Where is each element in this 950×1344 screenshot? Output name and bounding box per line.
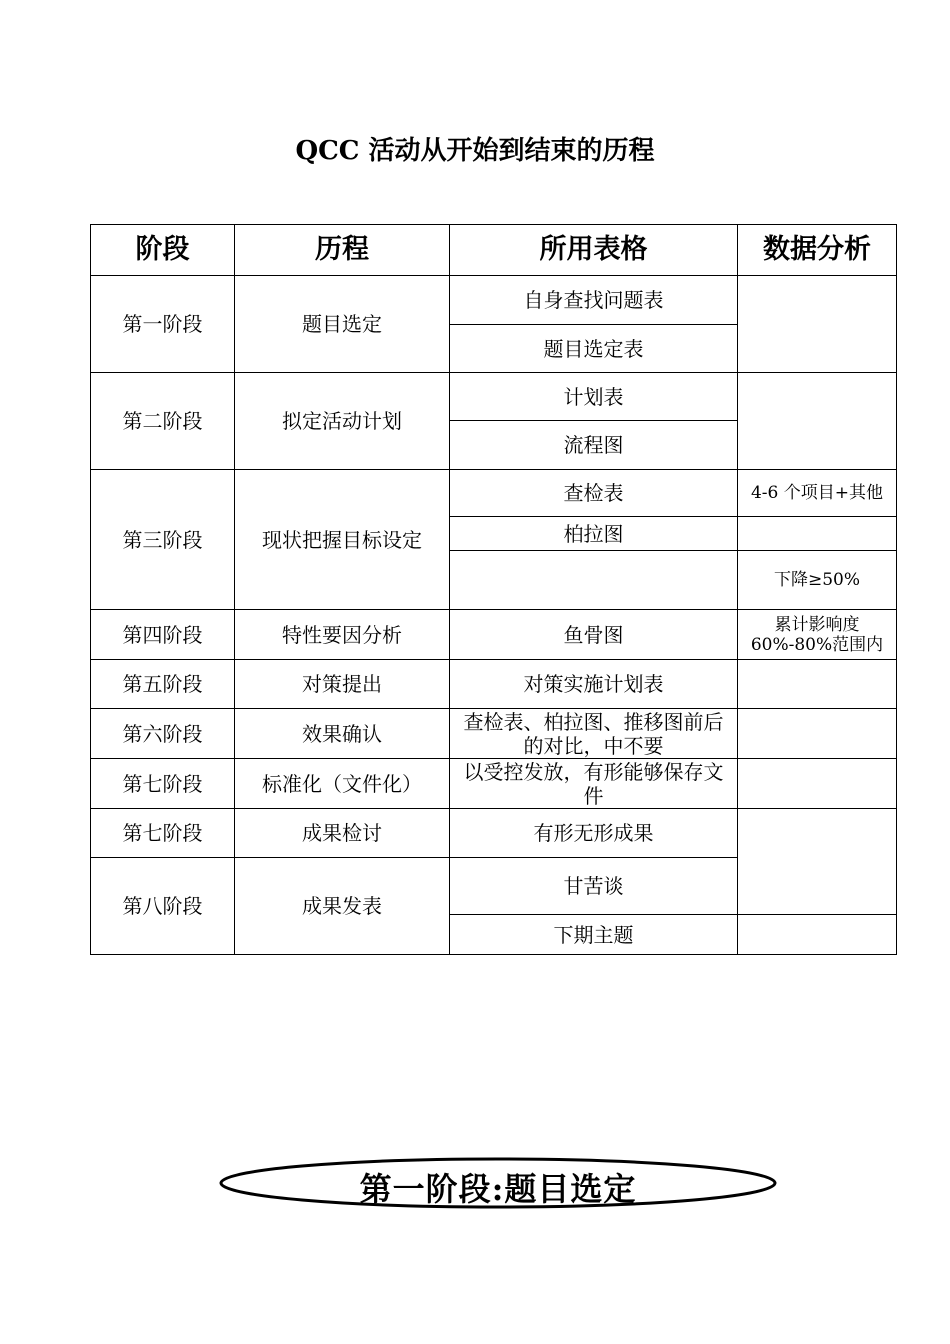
form-cell: 自身查找问题表 — [450, 276, 738, 325]
form-cell: 题目选定表 — [450, 325, 738, 373]
table-header-row — [91, 225, 897, 276]
header-analysis: 数据分析 — [738, 225, 897, 276]
form-cell: 查检表、柏拉图、推移图前后的对比，中不要 — [450, 709, 738, 759]
analysis-cell — [738, 660, 897, 709]
process-cell: 题目选定 — [235, 276, 450, 373]
process-cell: 成果发表 — [235, 858, 450, 955]
stage-cell: 第七阶段 — [91, 809, 235, 858]
header-stage: 阶段 — [91, 225, 235, 276]
form-cell: 甘苦谈 — [450, 858, 738, 915]
table-row — [91, 809, 897, 858]
process-cell: 现状把握目标设定 — [235, 470, 450, 610]
stage-cell: 第七阶段 — [91, 759, 235, 809]
table-row — [91, 470, 897, 517]
analysis-cell — [738, 915, 897, 955]
form-cell: 柏拉图 — [450, 517, 738, 551]
stage-banner — [218, 1156, 778, 1210]
stage-cell: 第二阶段 — [91, 373, 235, 470]
table-row — [91, 660, 897, 709]
analysis-cell — [738, 610, 897, 660]
process-cell: 对策提出 — [235, 660, 450, 709]
analysis-cell: 4-6 个项目+其他 — [738, 470, 897, 517]
form-cell — [450, 551, 738, 610]
table-row — [91, 759, 897, 809]
form-cell: 以受控发放，有形能够保存文件 — [450, 759, 738, 809]
stage-cell: 第八阶段 — [91, 858, 235, 955]
analysis-cell: 下降≥50% — [738, 551, 897, 610]
header-process: 历程 — [235, 225, 450, 276]
form-cell: 查检表 — [450, 470, 738, 517]
analysis-cell — [738, 759, 897, 809]
form-cell: 有形无形成果 — [450, 809, 738, 858]
analysis-cell — [738, 517, 897, 551]
stage-cell: 第五阶段 — [91, 660, 235, 709]
page-title: QCC 活动从开始到结束的历程 — [295, 136, 655, 166]
process-cell: 成果检讨 — [235, 809, 450, 858]
table-row — [91, 610, 897, 660]
header-forms: 所用表格 — [450, 225, 738, 276]
table-row — [91, 373, 897, 421]
analysis-line: 60%-80%范围内 — [750, 634, 884, 655]
form-cell: 对策实施计划表 — [450, 660, 738, 709]
banner-title: 第一阶段:题目选定 — [359, 1170, 637, 1208]
form-cell: 计划表 — [450, 373, 738, 421]
form-cell: 下期主题 — [450, 915, 738, 955]
stage-cell: 第一阶段 — [91, 276, 235, 373]
analysis-cell — [738, 373, 897, 470]
process-cell: 效果确认 — [235, 709, 450, 759]
analysis-cell — [738, 276, 897, 373]
form-cell: 鱼骨图 — [450, 610, 738, 660]
stage-cell: 第三阶段 — [91, 470, 235, 610]
stage-cell: 第四阶段 — [91, 610, 235, 660]
analysis-line: 累计影响度 — [774, 614, 860, 635]
qcc-process-table — [90, 224, 897, 955]
analysis-cell — [738, 709, 897, 759]
stage-cell: 第六阶段 — [91, 709, 235, 759]
process-cell: 特性要因分析 — [235, 610, 450, 660]
process-cell: 拟定活动计划 — [235, 373, 450, 470]
analysis-cell — [738, 809, 897, 915]
process-cell: 标准化（文件化） — [235, 759, 450, 809]
table-row — [91, 709, 897, 759]
table-row — [91, 276, 897, 325]
form-cell: 流程图 — [450, 421, 738, 470]
